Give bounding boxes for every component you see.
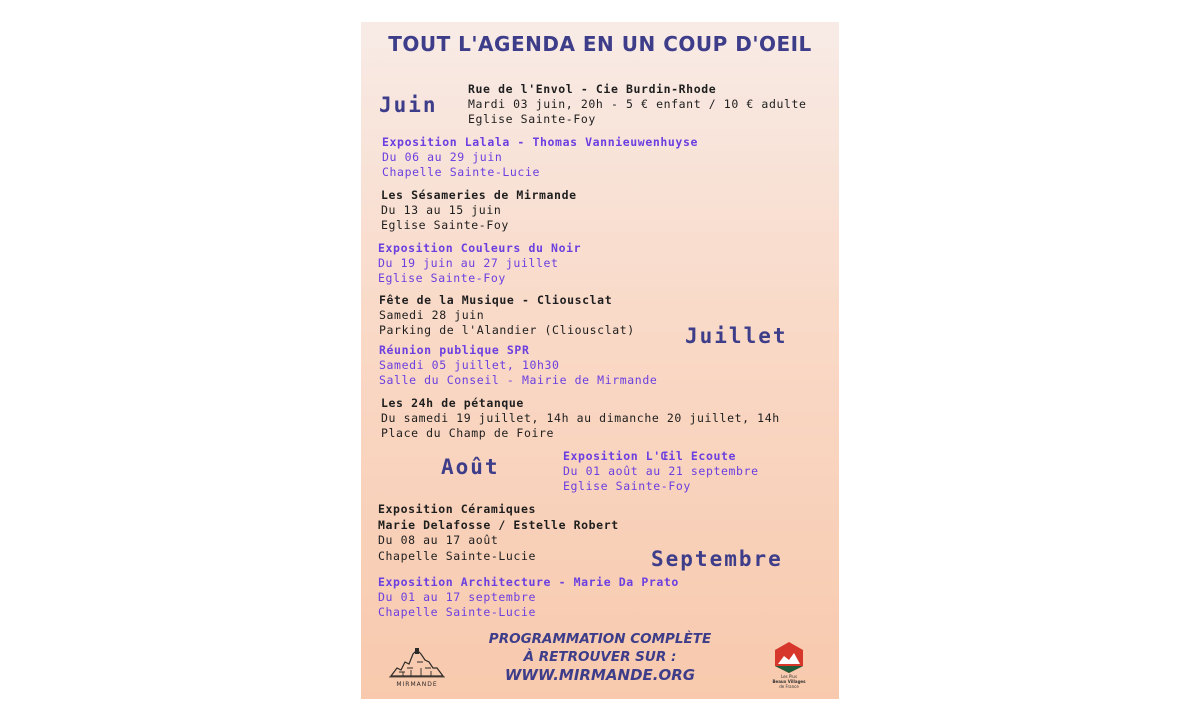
event-place: Chapelle Sainte-Lucie <box>378 548 536 563</box>
month-juin: Juin <box>379 93 438 117</box>
event-date: Du 06 au 29 juin <box>382 150 503 164</box>
month-aout: Août <box>441 455 500 479</box>
footer-line-2: À RETROUVER SUR : <box>523 649 677 665</box>
event-exposition-lalala <box>382 135 698 180</box>
plus-beaux-villages-logo <box>769 640 809 694</box>
plus-beaux-villages-caption: Les Plus Beaux Villages de France <box>772 674 806 689</box>
event-date: Du 01 au 17 septembre <box>378 590 536 604</box>
event-artists: Marie Delafosse / Estelle Robert <box>378 517 619 532</box>
event-place: Place du Champ de Foire <box>381 426 555 440</box>
event-couleurs-du-noir <box>378 241 581 286</box>
month-septembre: Septembre <box>651 547 783 571</box>
mirmande-logo-caption: MIRMANDE <box>396 681 438 688</box>
event-title: Rue de l'Envol - Cie Burdin-Rhode <box>468 82 717 96</box>
event-place: Parking de l'Alandier (Cliousclat) <box>379 323 635 337</box>
event-place: Eglise Sainte-Foy <box>378 271 506 285</box>
event-title: Exposition L'Œil Ecoute <box>563 449 737 463</box>
event-title: Exposition Architecture - Marie Da Prato <box>378 575 679 589</box>
event-title: Les Sésameries de Mirmande <box>381 188 577 202</box>
month-juillet: Juillet <box>685 324 788 348</box>
mirmande-logo <box>387 642 447 688</box>
event-date: Du 01 août au 21 septembre <box>563 464 759 478</box>
event-place: Eglise Sainte-Foy <box>468 112 596 126</box>
event-place: Eglise Sainte-Foy <box>563 479 691 493</box>
event-title: Les 24h de pétanque <box>381 396 524 410</box>
event-fete-de-la-musique <box>379 293 635 338</box>
event-title: Exposition Couleurs du Noir <box>378 241 582 255</box>
event-oeil-ecoute <box>563 449 759 494</box>
event-title: Fête de la Musique - Cliousclat <box>379 293 613 307</box>
event-place: Chapelle Sainte-Lucie <box>382 165 540 179</box>
event-title: Réunion publique SPR <box>379 343 530 357</box>
event-place: Eglise Sainte-Foy <box>381 218 509 232</box>
event-place: Salle du Conseil - Mairie de Mirmande <box>379 373 658 387</box>
event-architecture <box>378 575 679 620</box>
event-date: Mardi 03 juin, 20h - 5 € enfant / 10 € adulte <box>468 97 807 111</box>
event-reunion-publique <box>379 343 657 388</box>
event-title: Exposition Céramiques <box>378 502 536 516</box>
event-date: Du 13 au 15 juin <box>381 203 502 217</box>
event-ceramiques <box>378 502 619 564</box>
plus-beaux-villages-icon <box>769 640 809 674</box>
footer-line-1: PROGRAMMATION COMPLÈTE <box>488 631 712 647</box>
event-sesameries <box>381 188 577 233</box>
village-icon <box>387 642 447 680</box>
event-date: Du samedi 19 juillet, 14h au dimanche 20 juillet, 14h <box>381 411 780 425</box>
poster-title: TOUT L'AGENDA EN UN COUP D'OEIL <box>388 32 812 56</box>
event-date: Samedi 05 juillet, 10h30 <box>379 358 560 372</box>
event-date: Samedi 28 juin <box>379 308 485 322</box>
event-rue-de-l-envol <box>468 82 807 127</box>
event-title: Exposition Lalala - Thomas Vannieuwenhuyse <box>382 135 698 149</box>
event-date: Du 19 juin au 27 juillet <box>378 256 559 270</box>
event-date: Du 08 au 17 août <box>378 533 499 547</box>
footer-url-link[interactable]: WWW.MIRMANDE.ORG <box>504 666 696 684</box>
agenda-poster <box>361 22 839 699</box>
event-place: Chapelle Sainte-Lucie <box>378 605 536 619</box>
event-petanque <box>381 396 780 441</box>
